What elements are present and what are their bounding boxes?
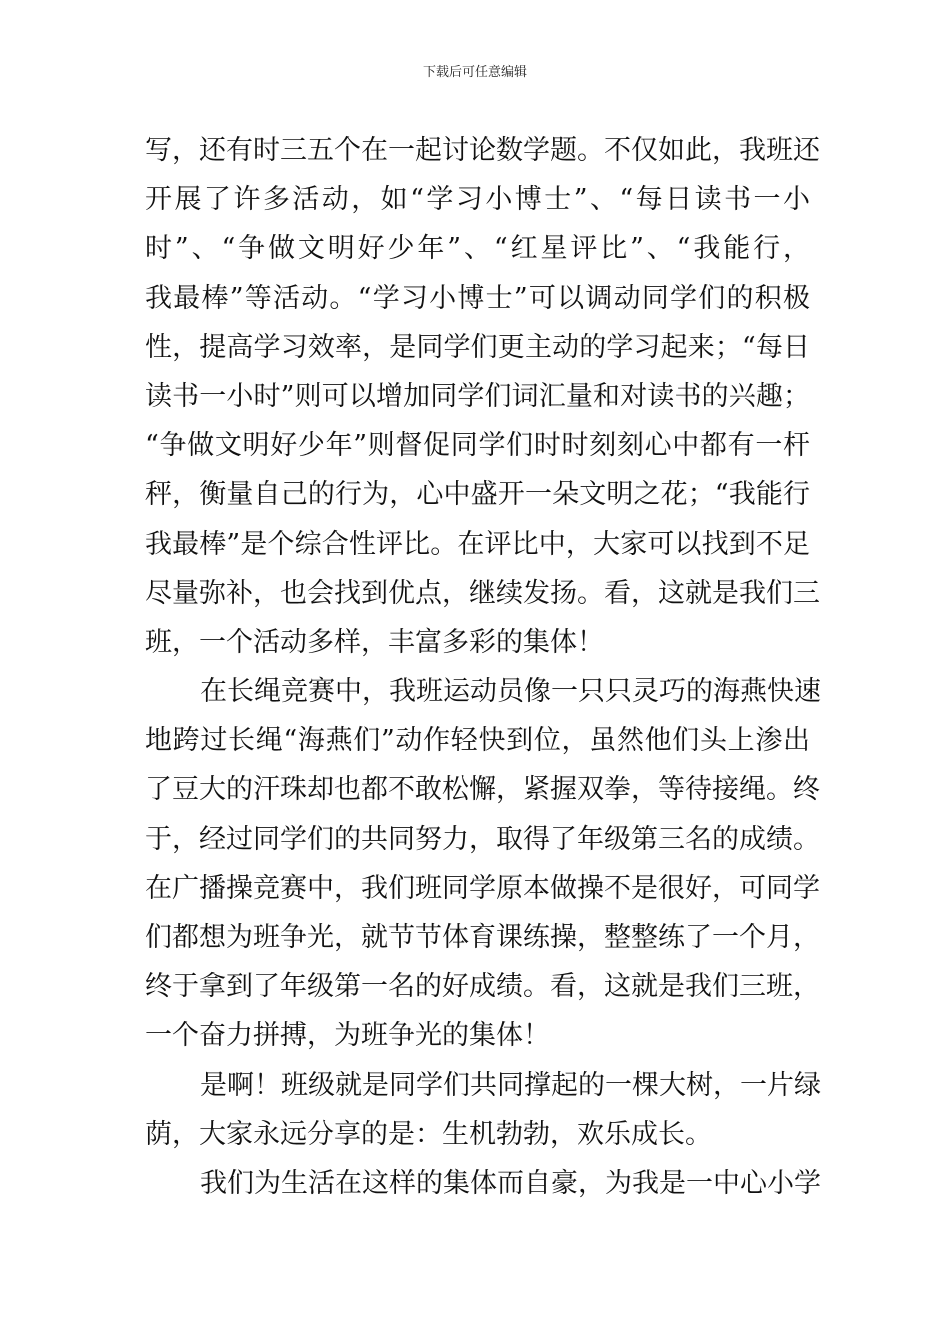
text-line: 我最棒”是个综合性评比。在评比中，大家可以找到不足	[145, 528, 810, 560]
text-line: 性，提高学习效率，是同学们更主动的学习起来；“每日	[145, 331, 810, 363]
text-line: 们都想为班争光，就节节体育课练操，整整练了一个月，	[145, 922, 820, 953]
text-line: 在长绳竞赛中，我班运动员像一只只灵巧的海燕快速	[200, 676, 821, 708]
text-line: 时”、“争做文明好少年”、“红星评比”、“我能行，	[145, 233, 810, 265]
paragraph-4	[145, 1159, 821, 1208]
text-line: 我最棒”等活动。“学习小博士”可以调动同学们的积极	[145, 282, 810, 314]
paragraph-3	[145, 1061, 821, 1159]
paragraph-2	[145, 667, 821, 1061]
text-line: 班，一个活动多样，丰富多彩的集体！	[145, 626, 604, 658]
text-line: 是啊！班级就是同学们共同撑起的一棵大树，一片绿	[200, 1069, 821, 1101]
text-line: 写，还有时三五个在一起讨论数学题。不仅如此，我班还	[145, 135, 820, 166]
document-body	[145, 126, 821, 1208]
text-line: 了豆大的汗珠却也都不敢松懈，紧握双拳，等待接绳。终	[145, 774, 820, 806]
text-line: 一个奋力拼搏，为班争光的集体！	[145, 1020, 550, 1052]
text-line: 在广播操竞赛中，我们班同学原本做操不是很好，可同学	[145, 872, 820, 904]
text-line: 尽量弥补，也会找到优点，继续发扬。看，这就是我们三	[145, 577, 820, 609]
paragraph-1	[145, 126, 820, 667]
text-line: 于，经过同学们的共同努力，取得了年级第三名的成绩。	[145, 823, 820, 855]
text-line: “争做文明好少年”则督促同学们时时刻刻心中都有一杆	[145, 430, 810, 462]
text-line: 荫，大家永远分享的是：生机勃勃，欢乐成长。	[145, 1118, 712, 1150]
text-line: 读书一小时”则可以增加同学们词汇量和对读书的兴趣；	[145, 380, 810, 412]
text-line: 终于拿到了年级第一名的好成绩。看，这就是我们三班，	[145, 971, 820, 1003]
text-line: 秤，衡量自己的行为，心中盛开一朵文明之花；“我能行	[145, 479, 810, 511]
text-line: 我们为生活在这样的集体而自豪，为我是一中心小学	[200, 1167, 821, 1199]
text-line: 地跨过长绳“海燕们”动作轻快到位，虽然他们头上渗出	[145, 725, 810, 757]
text-line: 开展了许多活动，如“学习小博士”、“每日读书一小	[145, 184, 810, 216]
page-header: 下载后可任意编辑	[422, 65, 527, 80]
